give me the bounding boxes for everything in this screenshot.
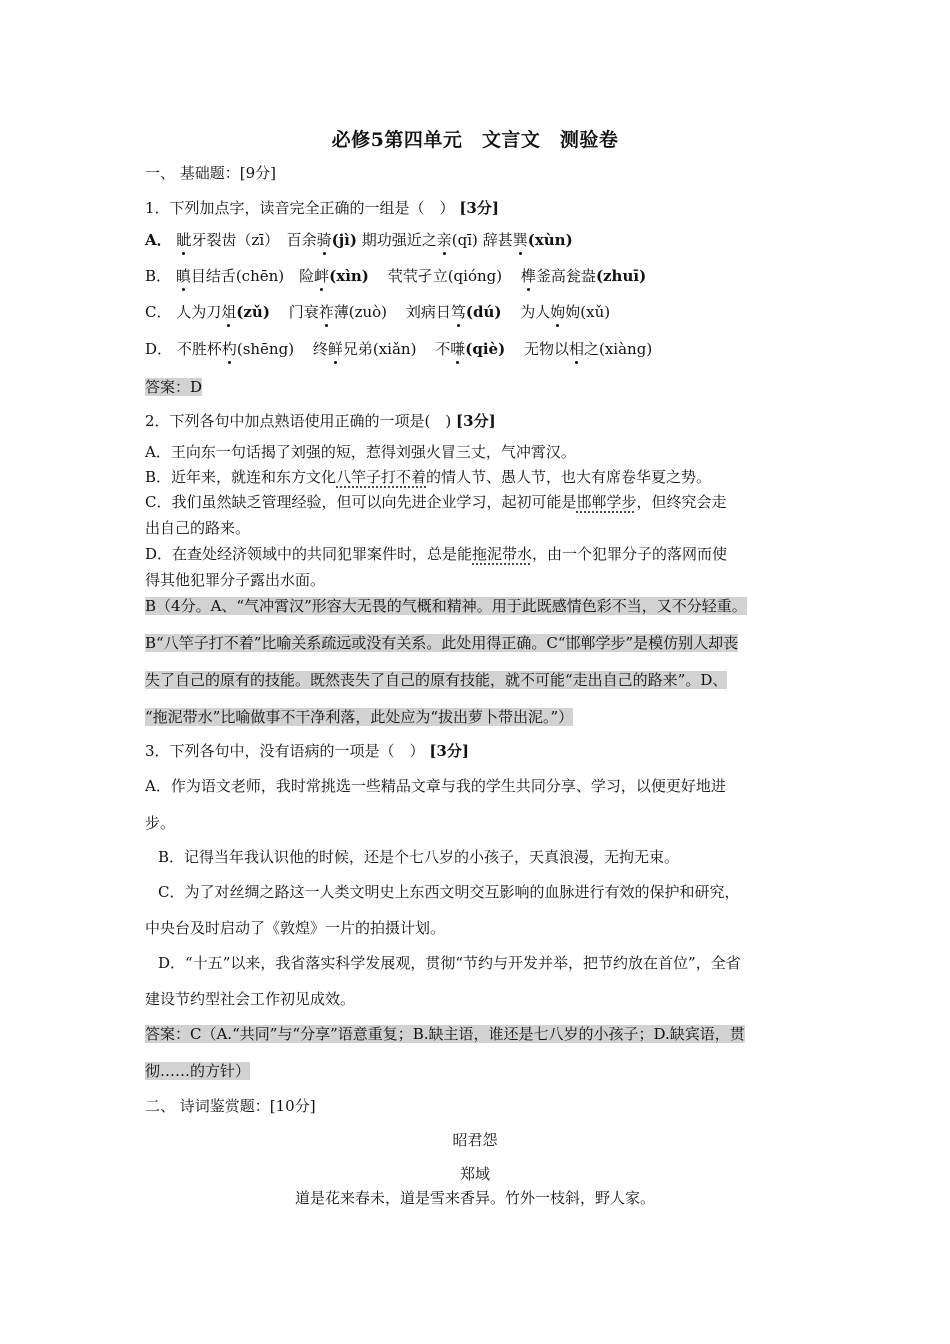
option-text: 终 (312, 340, 328, 358)
option-text: 兄弟(xiǎn) (342, 340, 417, 358)
q1-option-c (145, 302, 610, 322)
option-text: ，但终究会走 (636, 493, 727, 511)
pinyin: (xùn) (527, 231, 573, 249)
option-text: 茕茕孑立(qióng) (387, 267, 503, 285)
answer-text: B“八竿子打不着”比喻关系疏远或没有关系。此处用得正确。C“邯郸学步”是模仿别人却丧 (145, 634, 739, 652)
answer-text: B（4分。A、“气冲霄汉”形容大无畏的气概和精神。用于此既感情色彩不当，又不分轻重。 (145, 597, 747, 615)
option-text: ，由一个犯罪分子的落网而使 (532, 545, 728, 563)
option-text: 期功强近之 (361, 231, 437, 249)
dotted-char: 瞋 (175, 267, 191, 285)
answer-text: 彻……的方针） (145, 1062, 251, 1080)
dotted-phrase: 拖泥带水 (472, 545, 533, 563)
option-text: C．我们虽然缺乏管理经验，但可以向先进企业学习，起初可能是 (145, 493, 577, 511)
option-text: B．近年来，就连和东方文化 (145, 468, 337, 486)
answer-text: 答案：D (145, 378, 203, 396)
pinyin: (dú) (465, 303, 502, 321)
dotted-char: 亲 (436, 231, 452, 249)
option-letter: A． (145, 231, 172, 249)
dotted-phrase: 邯郸学步 (576, 493, 637, 511)
option-text: 目结舌(chēn) 险 (190, 267, 315, 285)
q1-answer (145, 377, 202, 397)
dotted-char: 眦 (176, 231, 192, 249)
section-2-heading: 二、 诗词鉴赏题：[10分] (145, 1097, 316, 1115)
q3-score: [3分] (429, 742, 469, 760)
option-letter: D． (145, 340, 173, 358)
pinyin: (shēng) (236, 340, 295, 358)
q2-answer-line (145, 596, 747, 616)
q3-option-c: C．为了对丝绸之路这一人类文明史上东西文明交互影响的血脉进行有效的保护和研究， (158, 883, 740, 901)
section-1-heading: 一、 基础题：[9分] (145, 164, 277, 182)
option-text: 牙裂齿（zī） 百余 (191, 231, 317, 249)
pinyin: (jì) (331, 231, 357, 249)
option-text: 盎 (580, 267, 596, 285)
option-text: 姁(xǔ) (565, 303, 611, 321)
pinyin: (zhuī) (595, 267, 647, 285)
q3-option-b: B．记得当年我认识他的时候，还是个七八岁的小孩子，天真浪漫，无拘无束。 (158, 848, 680, 866)
q1-stem (145, 198, 499, 218)
q3-answer-line (145, 1024, 745, 1044)
q1-option-a (145, 230, 573, 250)
dotted-char: 笃 (450, 303, 466, 321)
q2-answer-line (145, 633, 738, 653)
dotted-char: 杓 (221, 340, 237, 358)
dotted-char: 姁 (550, 303, 566, 321)
dotted-char: 祚 (318, 303, 334, 321)
q2-option-b (145, 467, 711, 487)
answer-text: 失了自己的原有的技能。既然丧失了自己的原有技能，就不可能“走出自己的路来”。D、 (145, 671, 728, 689)
q2-option-c (145, 492, 727, 512)
q3-stem-text: 3．下列各句中，没有语病的一项是（ ） (145, 742, 425, 760)
dotted-char: 相 (568, 340, 584, 358)
option-text: 辞甚 (482, 231, 513, 249)
dotted-char: 榫 (520, 267, 536, 285)
option-text: 门衰 (288, 303, 319, 321)
dotted-char: 衅 (314, 267, 330, 285)
dotted-phrase: 八竿子打不着 (336, 468, 427, 486)
page-title: 必修5第四单元 文言文 测验卷 (331, 129, 619, 151)
option-text: D．在查处经济领域中的共同犯罪案件时，总是能 (145, 545, 473, 563)
pinyin: (xìn) (329, 267, 369, 285)
option-letter: B． (145, 267, 172, 285)
q2-answer-line (145, 670, 727, 690)
q3-option-d-cont: 建设节约型社会工作初见成效。 (145, 990, 356, 1008)
answer-text: “拖泥带水”比喻做事不干净利落，此处应为“拔出萝卜带出泥。”） (145, 708, 574, 726)
option-text: 不胜杯 (176, 340, 222, 358)
option-text: 人为刀 (176, 303, 222, 321)
q2-answer-line (145, 707, 573, 727)
option-text: 瓮 (565, 267, 581, 285)
q2-option-c-cont: 出自己的路来。 (145, 519, 251, 537)
option-text: 之(xiàng) (584, 340, 653, 358)
dotted-char: 鲜 (327, 340, 343, 358)
option-text: 釜高 (535, 267, 566, 285)
q3-option-a-cont: 步。 (145, 814, 176, 832)
option-text: 薄(zuò) (333, 303, 388, 321)
pinyin: (qī) (451, 231, 478, 249)
option-text: 的情人节、愚人节，也大有席卷华夏之势。 (426, 468, 712, 486)
q3-stem (145, 741, 469, 761)
q2-option-a: A．王向东一句话揭了刘强的短，惹得刘强火冒三丈，气冲霄汉。 (145, 443, 576, 461)
q2-stem-text: 2．下列各句中加点熟语使用正确的一项是( ) (145, 412, 452, 430)
answer-text: 答案：C（A.“共同”与“分享”语意重复；B.缺主语，谁还是七八岁的小孩子；D.缺宾语，贯 (145, 1025, 745, 1043)
q2-option-d (145, 544, 727, 564)
option-text: 为人 (520, 303, 551, 321)
dotted-char: 嗛 (450, 340, 466, 358)
q1-option-b (145, 266, 646, 286)
dotted-char: 俎 (221, 303, 237, 321)
option-text: 刘病日 (405, 303, 451, 321)
q3-answer-line (145, 1061, 250, 1081)
q3-option-a: A．作为语文老师，我时常挑选一些精品文章与我的学生共同分享、学习，以便更好地进 (145, 777, 726, 795)
dotted-char: 骑 (316, 231, 332, 249)
q3-option-c-cont: 中央台及时启动了《敦煌》一片的拍摄计划。 (145, 919, 446, 937)
poem-line: 道是花来春未，道是雪来香异。竹外一枝斜，野人家。 (294, 1189, 655, 1207)
poem-author: 郑域 (459, 1165, 490, 1183)
q2-score: [3分] (456, 412, 496, 430)
q2-option-d-cont: 得其他犯罪分子露出水面。 (145, 571, 326, 589)
option-text: 不 (435, 340, 451, 358)
dotted-char: 巽 (512, 231, 528, 249)
option-text: 无物以 (523, 340, 569, 358)
q1-score: [3分] (459, 199, 499, 217)
option-letter: C． (145, 303, 172, 321)
q1-stem-text: 1．下列加点字，读音完全正确的一组是（ ） (145, 199, 455, 217)
poem-title: 昭君怨 (452, 1131, 498, 1149)
pinyin: (qiè) (465, 340, 506, 358)
q2-stem (145, 411, 496, 431)
q3-option-d: D．“十五”以来，我省落实科学发展观，贯彻“节约与开发并举，把节约放在首位”，全省 (158, 954, 741, 972)
q1-option-d (145, 339, 652, 359)
pinyin: (zǔ) (236, 303, 270, 321)
